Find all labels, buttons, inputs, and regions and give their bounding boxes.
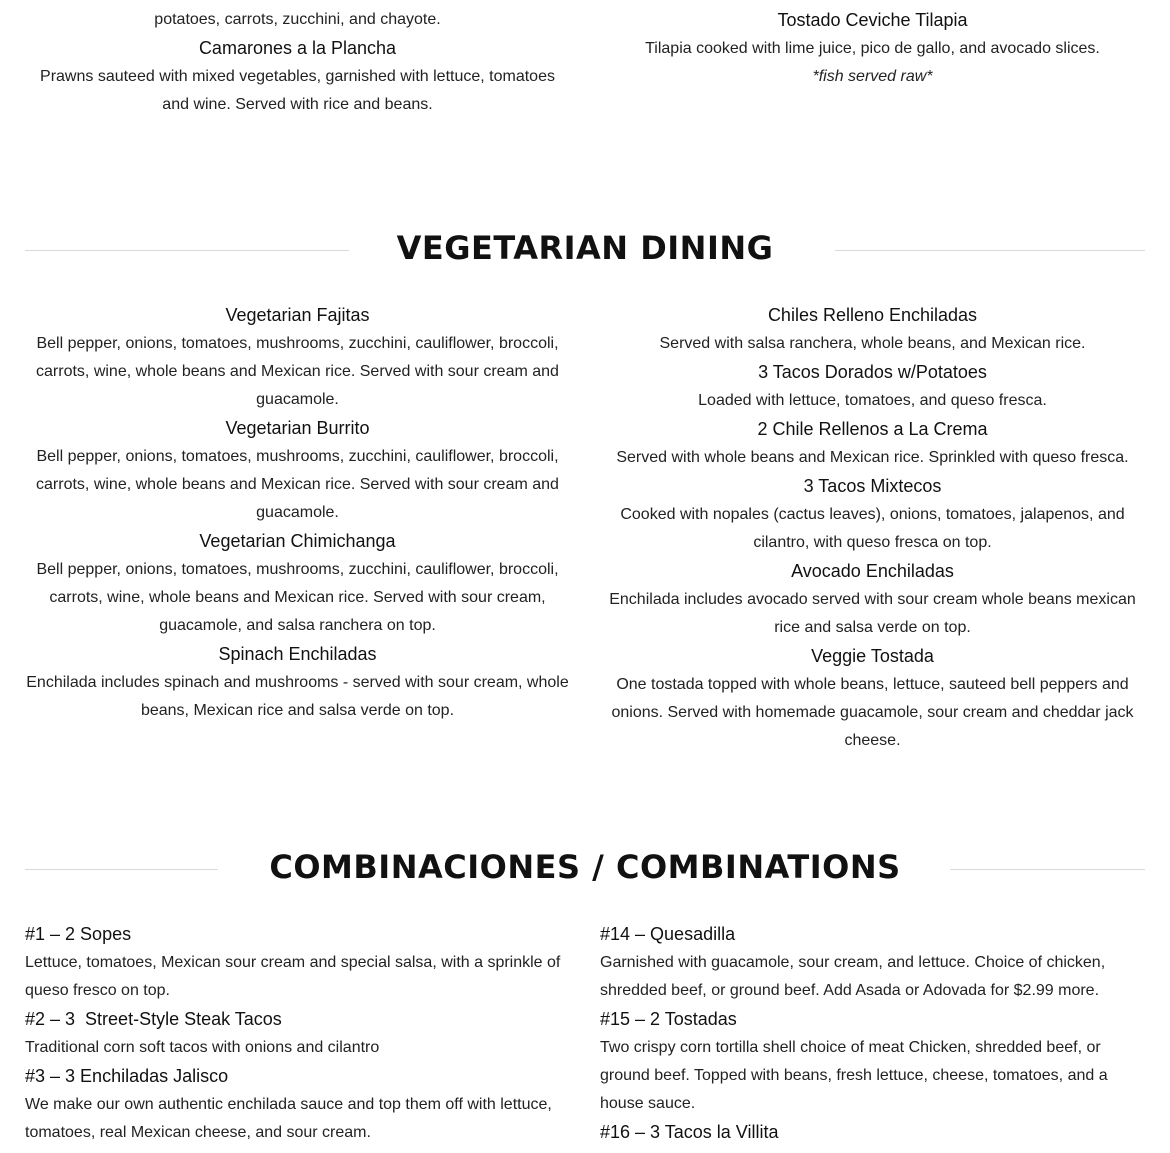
- menu-item-description: Bell pepper, onions, tomatoes, mushrooms, zucchini, cauliflower, broccoli, carrots, wine, whole beans and Mexican rice. Served with sour cream, guacamole, and salsa ranchera on top.: [36, 561, 559, 634]
- vegetarian-right-column: [600, 302, 1145, 755]
- menu-item-description: Tilapia cooked with lime juice, pico de gallo, and avocado slices.: [645, 40, 1100, 57]
- menu-item-title: Tostado Ceviche Tilapia: [777, 10, 968, 30]
- menu-item-description: We make our own authentic enchilada sauce and top them off with lettuce, tomatoes, real Mexican cheese, and sour cream.: [25, 1096, 552, 1141]
- menu-item-description: Bell pepper, onions, tomatoes, mushrooms, zucchini, cauliflower, broccoli, carrots, wine, whole beans and Mexican rice. Served with sour cream and guacamole.: [36, 448, 559, 521]
- menu-item-description: Enchilada includes avocado served with sour cream whole beans mexican rice and salsa verde on top.: [609, 591, 1136, 636]
- menu-item-description: Cooked with nopales (cactus leaves), onions, tomatoes, jalapenos, and cilantro, with queso fresca on top.: [620, 506, 1125, 551]
- section-heading-vegetarian: VEGETARIAN DINING: [396, 229, 774, 267]
- menu-item-description: Prawns sauteed with mixed vegetables, garnished with lettuce, tomatoes and wine. Served with rice and beans.: [40, 68, 555, 113]
- menu-item-title: 3 Tacos Mixtecos: [803, 476, 942, 496]
- menu-item-description: Traditional corn soft tacos with onions and cilantro: [25, 1039, 380, 1056]
- menu-item-title: Veggie Tostada: [811, 646, 934, 666]
- menu-item-title: Chiles Relleno Enchiladas: [767, 305, 978, 325]
- menu-item-description: Served with salsa ranchera, whole beans, and Mexican rice.: [659, 335, 1086, 352]
- top-right-column: [600, 7, 1145, 91]
- menu-item-title: Camarones a la Plancha: [198, 38, 397, 58]
- menu-item-title: #14 – Quesadilla: [600, 924, 736, 944]
- menu-item-title: Spinach Enchiladas: [218, 644, 377, 664]
- menu-item-title: #1 – 2 Sopes: [25, 924, 132, 944]
- menu-item-title: Avocado Enchiladas: [791, 561, 954, 581]
- menu-item-note: *fish served raw*: [812, 68, 933, 85]
- menu-item-title: Vegetarian Chimichanga: [199, 531, 396, 551]
- menu-item-description: Loaded with lettuce, tomatoes, and queso fresca.: [698, 392, 1047, 409]
- menu-item-description: One tostada topped with whole beans, lettuce, sauteed bell peppers and onions. Served with homemade guacamole, sour cream and cheddar jack cheese.: [611, 676, 1134, 749]
- menu-item-description: Lettuce, tomatoes, Mexican sour cream and special salsa, with a sprinkle of queso fresco on top.: [25, 954, 561, 999]
- menu-item-title: Vegetarian Fajitas: [225, 305, 370, 325]
- combinations-left-column: [25, 921, 575, 1147]
- menu-item-description: potatoes, carrots, zucchini, and chayote.: [154, 11, 441, 28]
- menu-item-title: #15 – 2 Tostadas: [600, 1009, 737, 1029]
- menu-item-title: #3 – 3 Enchiladas Jalisco: [25, 1066, 229, 1086]
- menu-item-description: Enchilada includes spinach and mushrooms - served with sour cream, whole beans, Mexican rice and salsa verde on top.: [26, 674, 569, 719]
- menu-item-title: #2 – 3 Street-Style Steak Tacos: [25, 1009, 282, 1029]
- menu-item-title: 3 Tacos Dorados w/Potatoes: [758, 362, 987, 382]
- top-left-column: [25, 6, 570, 119]
- vegetarian-left-column: [25, 302, 570, 725]
- menu-item-description: Garnished with guacamole, sour cream, and lettuce. Choice of chicken, shredded beef, or ground beef. Add Asada or Adovada for $2.99 more.: [600, 954, 1106, 999]
- menu-item-description: Two crispy corn tortilla shell choice of meat Chicken, shredded beef, or ground beef. Topped with beans, fresh lettuce, cheese, tomatoes, and a house sauce.: [600, 1039, 1108, 1112]
- menu-item-title: Vegetarian Burrito: [225, 418, 370, 438]
- menu-item-title: 2 Chile Rellenos a La Crema: [757, 419, 988, 439]
- section-heading-combinations: COMBINACIONES / COMBINATIONS: [269, 848, 901, 886]
- menu-item-description: Bell pepper, onions, tomatoes, mushrooms, zucchini, cauliflower, broccoli, carrots, wine, whole beans and Mexican rice. Served with sour cream and guacamole.: [36, 335, 559, 408]
- menu-item-title: #16 – 3 Tacos la Villita: [600, 1122, 779, 1142]
- combinations-right-column: [600, 921, 1130, 1145]
- menu-item-description: Served with whole beans and Mexican rice. Sprinkled with queso fresca.: [616, 449, 1129, 466]
